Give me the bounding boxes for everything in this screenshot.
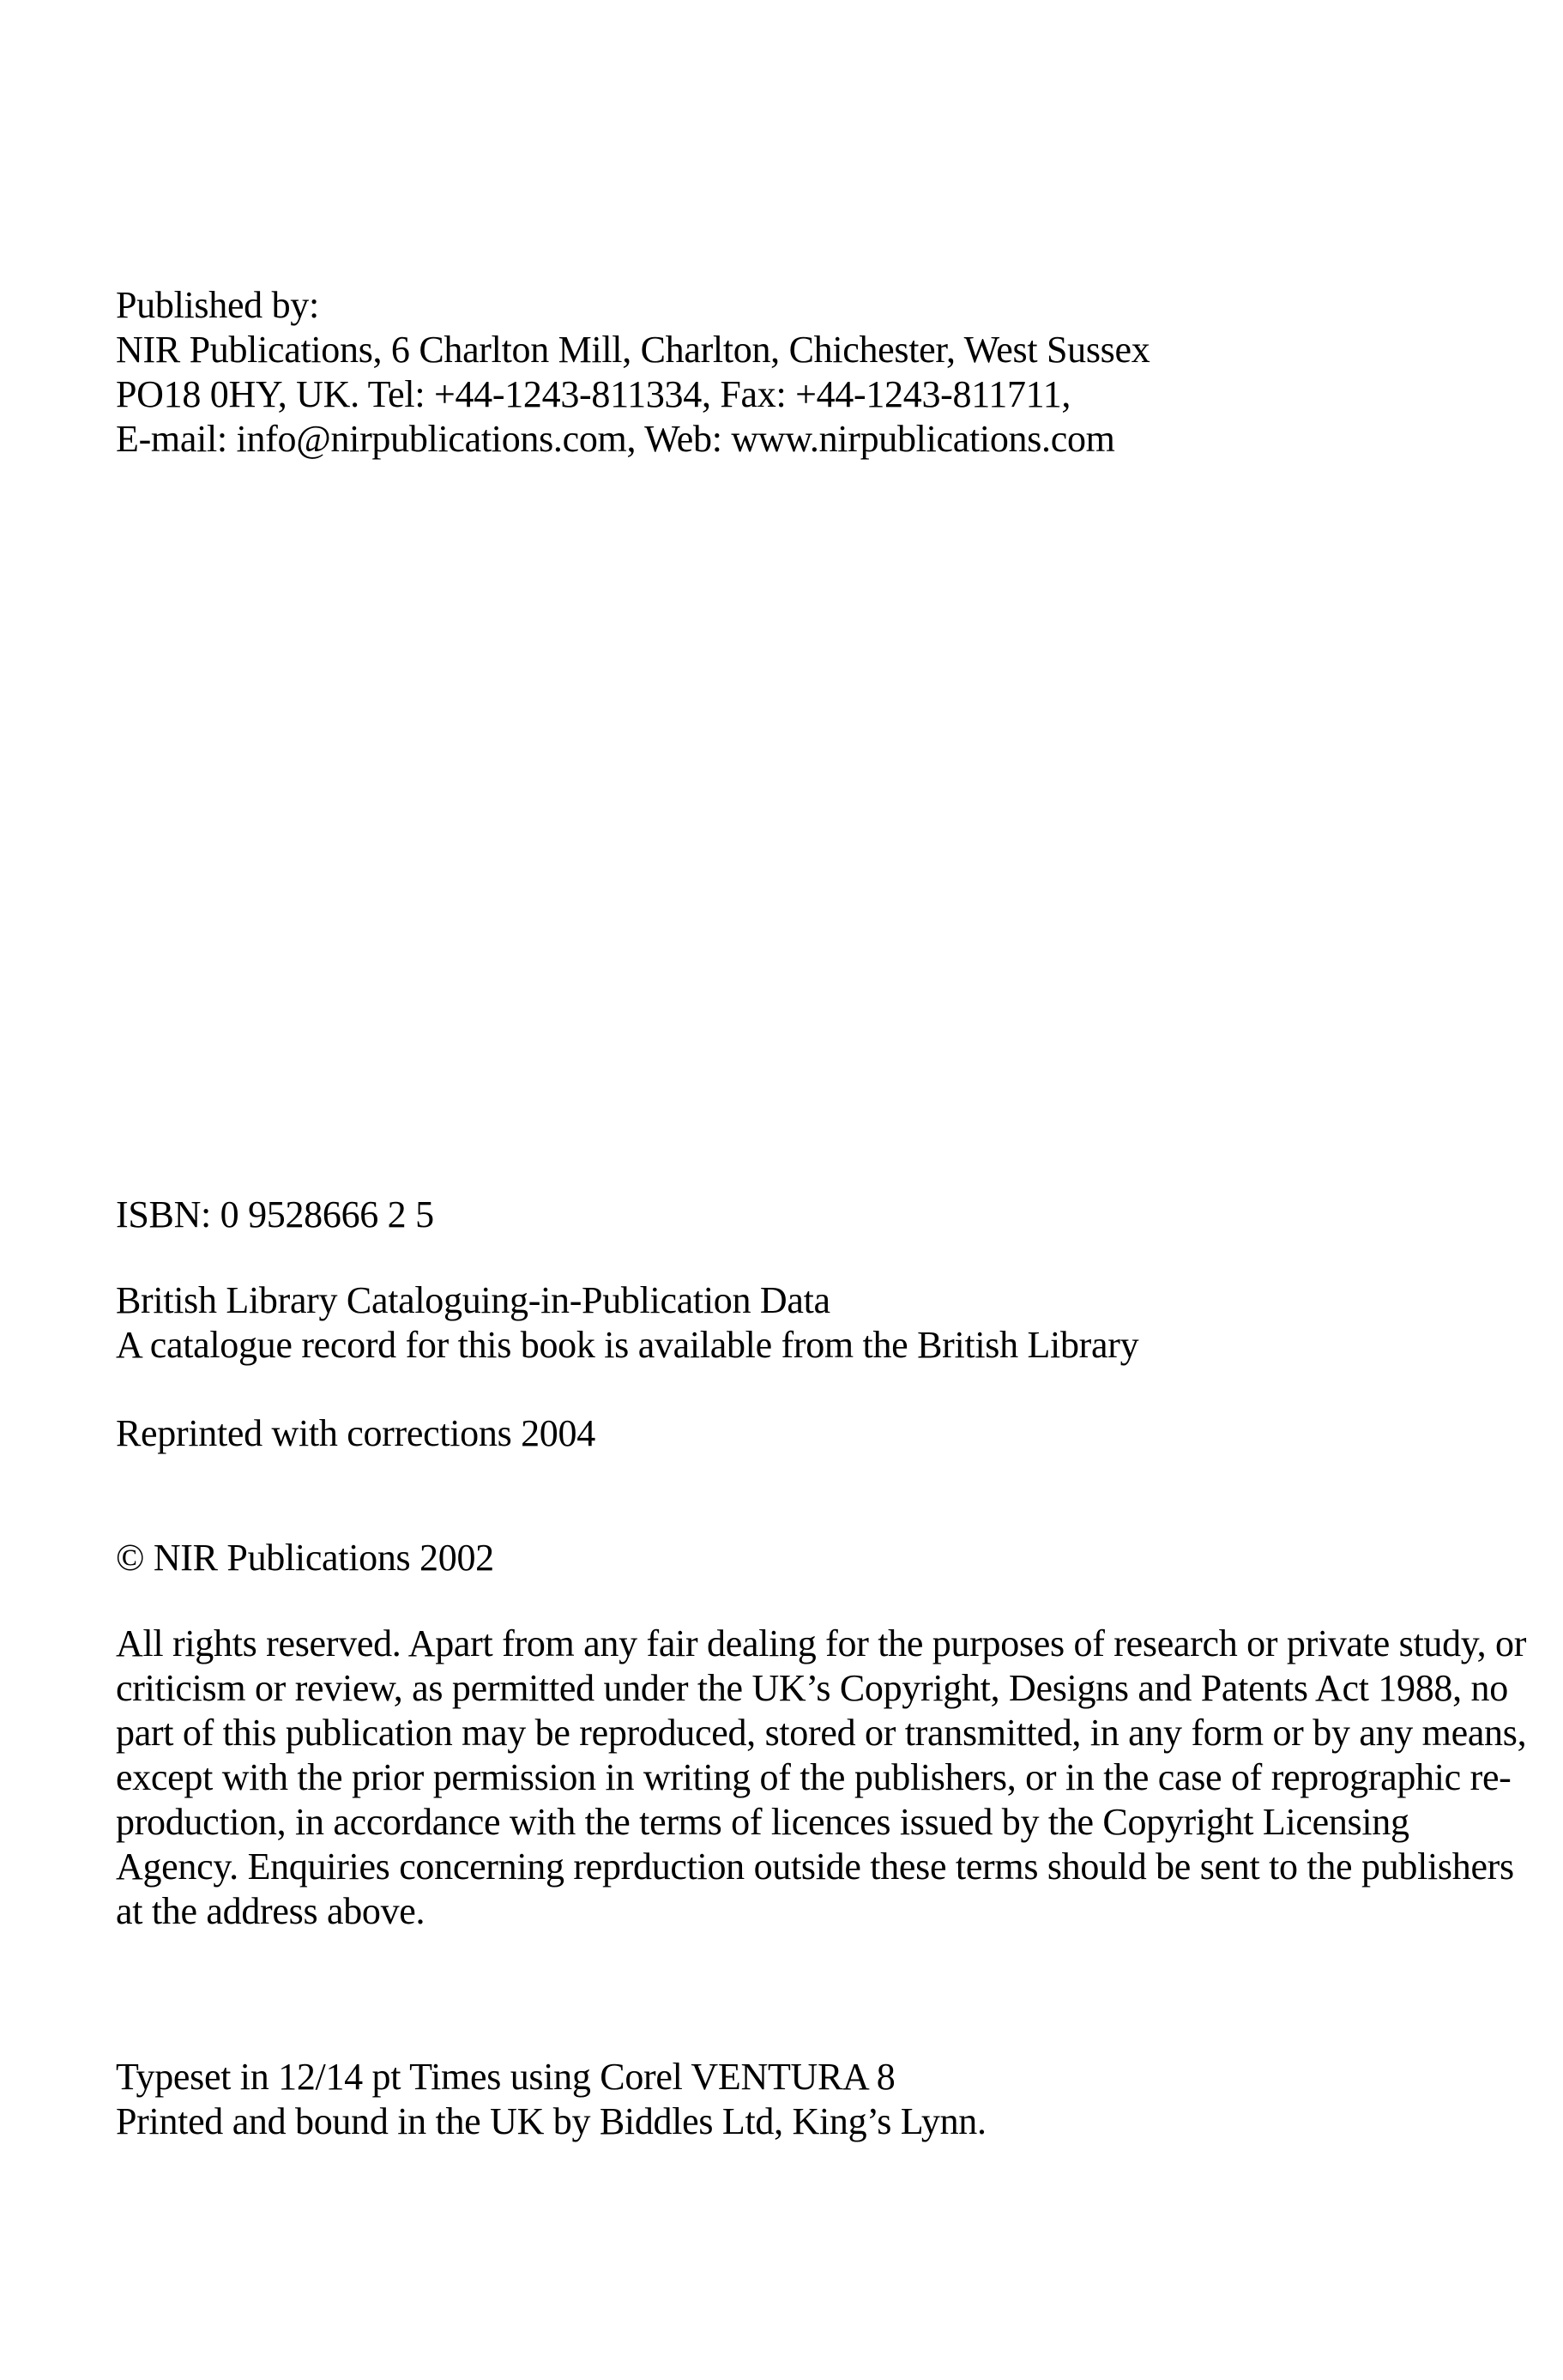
typeset-line: Typeset in 12/14 pt Times using Corel VENTURA 8	[116, 2056, 896, 2098]
reprint-text: Reprinted with corrections 2004	[116, 1412, 595, 1454]
cip-block	[116, 1278, 1488, 1368]
rights-line: criticism or review, as permitted under the UK’s Copyright, Designs and Patents Act 1988, no	[116, 1667, 1508, 1709]
rights-line: All rights reserved. Apart from any fair dealing for the purposes of research or private study, or	[116, 1622, 1527, 1664]
copyright-block	[116, 1536, 1488, 1580]
reprint-block	[116, 1411, 1488, 1456]
rights-line: Agency. Enquiries concerning reprduction outside these terms should be sent to the publishers	[116, 1845, 1514, 1888]
publisher-web-line: E-mail: info@nirpublications.com, Web: www.nirpublications.com	[116, 418, 1115, 460]
rights-block	[116, 1622, 1527, 1934]
rights-line: at the address above.	[116, 1890, 425, 1932]
publisher-contact-line: PO18 0HY, UK. Tel: +44-1243-811334, Fax: +44-1243-811711,	[116, 373, 1071, 415]
rights-line: production, in accordance with the terms of licences issued by the Copyright Licensing	[116, 1801, 1409, 1843]
rights-line: part of this publication may be reproduced, stored or transmitted, in any form or by any means,	[116, 1712, 1527, 1754]
publisher-address-line: NIR Publications, 6 Charlton Mill, Charlton, Chichester, West Sussex	[116, 329, 1150, 371]
publisher-block	[116, 283, 1488, 462]
printer-line: Printed and bound in the UK by Biddles Ltd, King’s Lynn.	[116, 2100, 987, 2142]
cip-title: British Library Cataloguing-in-Publication Data	[116, 1279, 830, 1321]
copyright-notice: © NIR Publications 2002	[116, 1537, 494, 1579]
publisher-heading: Published by:	[116, 284, 319, 326]
cip-text: A catalogue record for this book is available from the British Library	[116, 1324, 1139, 1366]
rights-line: except with the prior permission in writing of the publishers, or in the case of reprographic re-	[116, 1756, 1512, 1798]
typeset-block	[116, 2055, 1488, 2144]
isbn-block	[116, 1193, 1488, 1237]
isbn-text: ISBN: 0 9528666 2 5	[116, 1193, 434, 1235]
